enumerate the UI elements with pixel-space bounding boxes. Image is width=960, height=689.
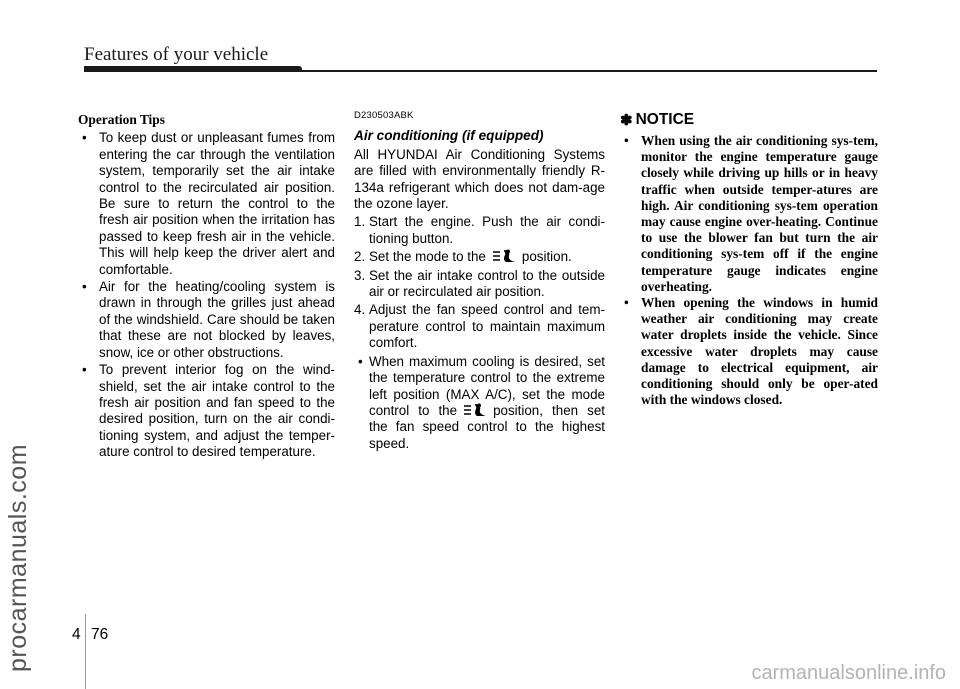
intro-paragraph: All HYUNDAI Air Conditioning Systems are filled with environmentally friendly R-134a refrigerant which does not dam-age the ozone layer. — [354, 146, 605, 212]
step-number: 4. — [354, 302, 366, 318]
list-item — [620, 133, 878, 295]
bullet: • — [624, 133, 629, 148]
face-vent-mode-icon — [461, 403, 489, 417]
section-title: Air conditioning (if equipped) — [354, 128, 544, 144]
page-number: 76 — [91, 626, 109, 643]
notice-list — [620, 133, 878, 408]
operation-tips-heading: Operation Tips — [78, 112, 165, 127]
step-1 — [354, 214, 605, 247]
step-text: Set the air intake control to the outside air or recirculated air position. — [369, 267, 605, 300]
column-operation-tips — [78, 108, 335, 462]
step-number: 3. — [354, 267, 366, 283]
bullet: • — [624, 295, 629, 311]
step-text: Adjust the fan speed control and tem-perature control to maintain maximum comfort. — [369, 302, 605, 351]
tip-text: To keep dust or unpleasant fumes from entering the car through the ventilation system, temporarily set the air intake control to the recirculated air position. Be sure to return the control to the fresh air position when the irritation has passed to keep fresh air in the vehicle. This will help keep the driver alert and comfortable. — [99, 130, 335, 277]
step-text-after: position. — [521, 249, 572, 265]
tip-text: Air for the heating/cooling system is drawn in through the grilles just ahead of the windshield. Care should be taken that these are not blocked by leaves, snow, ice or other obstructions. — [99, 279, 335, 360]
step-text: Start the engine. Push the air condi-tioning button. — [369, 214, 605, 246]
notice-star-icon: ✽ — [620, 112, 633, 129]
max-cooling-item — [354, 354, 605, 452]
notice-title: NOTICE — [635, 111, 695, 128]
column-notice — [620, 108, 878, 408]
section-code: D230503ABK — [354, 110, 414, 121]
page-header-title: Features of your vehicle — [84, 44, 269, 65]
tip-text: To prevent interior fog on the wind-shield, set the air intake control to the fresh air position and fan speed to the desired position, turn on the air condi-tioning system, and adjust the temper-ature control to desired temperature. — [99, 362, 335, 460]
max-cooling-text-before: When maximum cooling is desired, set the temperature control to the extreme left position (MAX A/C), set the mode control to the — [369, 353, 605, 418]
tips-list — [78, 130, 335, 460]
max-cooling-text — [369, 354, 605, 452]
column-air-conditioning — [354, 108, 605, 452]
list-item — [78, 279, 335, 361]
side-watermark: procarmanuals.com — [4, 443, 32, 672]
face-vent-mode-icon — [490, 249, 518, 263]
page-number-separator — [85, 614, 86, 689]
bullet: • — [82, 279, 87, 295]
footer-watermark: carmanualsonline.info — [751, 662, 946, 684]
step-4 — [354, 302, 605, 351]
step-number: 1. — [354, 214, 366, 230]
step-2 — [354, 249, 605, 265]
step-number: 2. — [354, 249, 366, 265]
list-item — [620, 295, 878, 408]
bullet: • — [82, 362, 87, 378]
notice-text: When using the air conditioning sys-tem, monitor the engine temperature gauge closely while driving up hills or in heavy traffic when outside temper-atures are high. Air conditioning sys-tem operation may cause engine over-heating. Continue to use the blower fan but turn the air conditioning sys-tem off if the engine temperature gauge indicates engine overheating. — [641, 133, 878, 294]
chapter-number: 4 — [72, 626, 81, 643]
list-item — [78, 130, 335, 278]
list-item — [78, 362, 335, 460]
bullet: • — [358, 353, 363, 369]
bullet: • — [82, 130, 87, 146]
step-text — [369, 249, 605, 265]
header-rule-thin — [84, 70, 877, 72]
notice-heading — [620, 111, 878, 129]
notice-text: When opening the windows in humid weather air conditioning may create water droplets inside the vehicle. Since excessive water droplets may cause damage to electrical equipment, air conditioning should only be oper-ated with the windows closed. — [641, 295, 878, 408]
step-text-before: Set the mode to the — [369, 249, 486, 265]
step-3 — [354, 268, 605, 301]
max-cooling-text-after: position, then set the fan speed control to the highest speed. — [369, 402, 605, 451]
